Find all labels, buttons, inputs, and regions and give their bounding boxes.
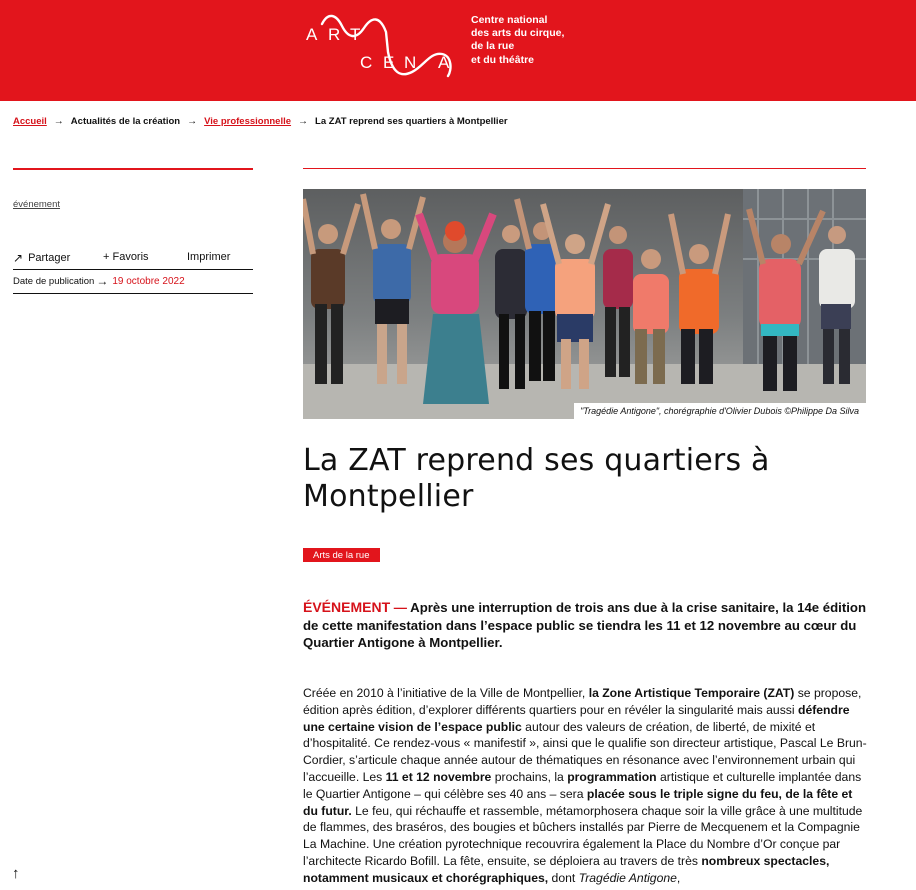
photo-caption: "Tragédie Antigone", chorégraphie d'Olivier Dubois ©Philippe Da Silva	[574, 403, 866, 419]
breadcrumb-current: La ZAT reprend ses quartiers à Montpellier	[315, 116, 508, 127]
favorites-button[interactable]: + Favoris	[103, 251, 149, 263]
arrow-right-icon: →	[298, 116, 309, 127]
sidebar-tag-link[interactable]: événement	[13, 199, 61, 210]
body-text-run: Le feu, qui réchauffe et rassemble, métamorphosera chaque soir la ville grâce à une multitude de flammes, des braséros, des bougies et bûchers installés par Pierre de Mecquenem et la Compagnie La Machine. Une création pyrotechnique recouvrira également la Place du Nombre d’Or conçue par l’architecte Ricardo Bofill. La fête, ensuite, se déploiera au travers de très	[303, 803, 863, 868]
publication-date-label: Date de publication	[13, 275, 95, 287]
publication-date: 19 octobre 2022	[112, 275, 185, 287]
article-photo	[303, 189, 866, 419]
logo-letter: C	[360, 53, 373, 72]
print-button[interactable]: Imprimer	[187, 251, 231, 263]
breadcrumb-home-link[interactable]: Accueil	[13, 116, 47, 127]
article-lead	[303, 599, 869, 652]
content-divider	[303, 168, 866, 169]
article-body	[303, 685, 869, 887]
body-text-run: artistique et culturelle implantée dans le Quartier Antigone – qui célèbre ses 40 ans – sera	[303, 769, 862, 801]
body-text-run: Tragédie Antigone	[578, 870, 677, 885]
logo-letter: A	[306, 25, 318, 44]
body-text-run: défendre une certaine vision de l’espace public	[303, 702, 850, 734]
body-text-run: placée sous le triple signe du feu, de la fête et du futur.	[303, 786, 853, 818]
share-button[interactable]	[13, 251, 70, 265]
sidebar-divider	[13, 168, 253, 170]
site-header	[0, 0, 916, 101]
category-badge[interactable]: Arts de la rue	[303, 548, 380, 562]
breadcrumb	[13, 116, 508, 127]
body-text-run: dont	[548, 870, 579, 885]
article-title: La ZAT reprend ses quartiers à Montpellier	[303, 443, 770, 514]
dancers-photo-illustration	[303, 189, 866, 419]
arrow-up-icon[interactable]: ↑	[12, 865, 20, 882]
logo-letter: T	[350, 25, 361, 44]
lead-keyword: ÉVÉNEMENT	[303, 599, 391, 615]
body-text-run: nombreux spectacles, notamment musicaux et chorégraphiques,	[303, 853, 830, 885]
arrow-right-icon: →	[53, 116, 64, 127]
body-text-run: la Zone Artistique Temporaire (ZAT)	[588, 686, 795, 700]
logo-letter: N	[404, 53, 417, 72]
breadcrumb-category-link[interactable]: Vie professionnelle	[204, 116, 292, 127]
body-text-run: 11 et 12 novembre	[385, 769, 492, 784]
body-text-run: Créée en 2010 à l’initiative de la Ville de Montpellier,	[303, 686, 589, 700]
lead-text: Après une interruption de trois ans due à la crise sanitaire, la 14e édition de cette manifestation dans l’espace public se tiendra les 11 et 12 novembre au cœur du Quartier Antigone à Montpellier.	[303, 600, 867, 650]
arrow-right-icon: →	[96, 274, 109, 288]
body-text-run: se propose, édition après édition, d’explorer différents quartiers pour en révéler la singularité mais aussi	[303, 686, 862, 717]
logo-tagline: Centre national des arts du cirque, de la rue et du théâtre	[471, 14, 565, 66]
lead-dash: —	[393, 600, 407, 615]
sidebar-divider	[13, 269, 253, 270]
body-text-run: programmation	[567, 769, 657, 784]
article-actions	[13, 251, 253, 269]
logo-letter: E	[383, 53, 395, 72]
body-text-run: autour des valeurs de création, de liberté, de mixité et d’hospitalité. Ce rendez-vous « manifestif », ainsi que le qualifie son directeur artistique, Pascal Le Brun-Cordier, s’articule chaque année autour de thématiques en résonance avec l’environnement urbain qui l’accueille. Les	[303, 719, 867, 784]
body-text-run: prochains, la	[491, 769, 568, 784]
artcena-logo[interactable]	[302, 12, 462, 82]
share-label: Partager	[28, 252, 71, 264]
logo-letter: R	[328, 25, 341, 44]
logo-letter: A	[438, 53, 450, 72]
breadcrumb-item[interactable]: Actualités de la création	[70, 116, 181, 127]
body-text-run: ,	[676, 870, 681, 885]
sidebar-divider	[13, 293, 253, 294]
arrow-right-icon: →	[187, 116, 198, 127]
publication-date-row	[13, 274, 185, 288]
arrow-up-right-icon: ↗	[13, 251, 24, 265]
